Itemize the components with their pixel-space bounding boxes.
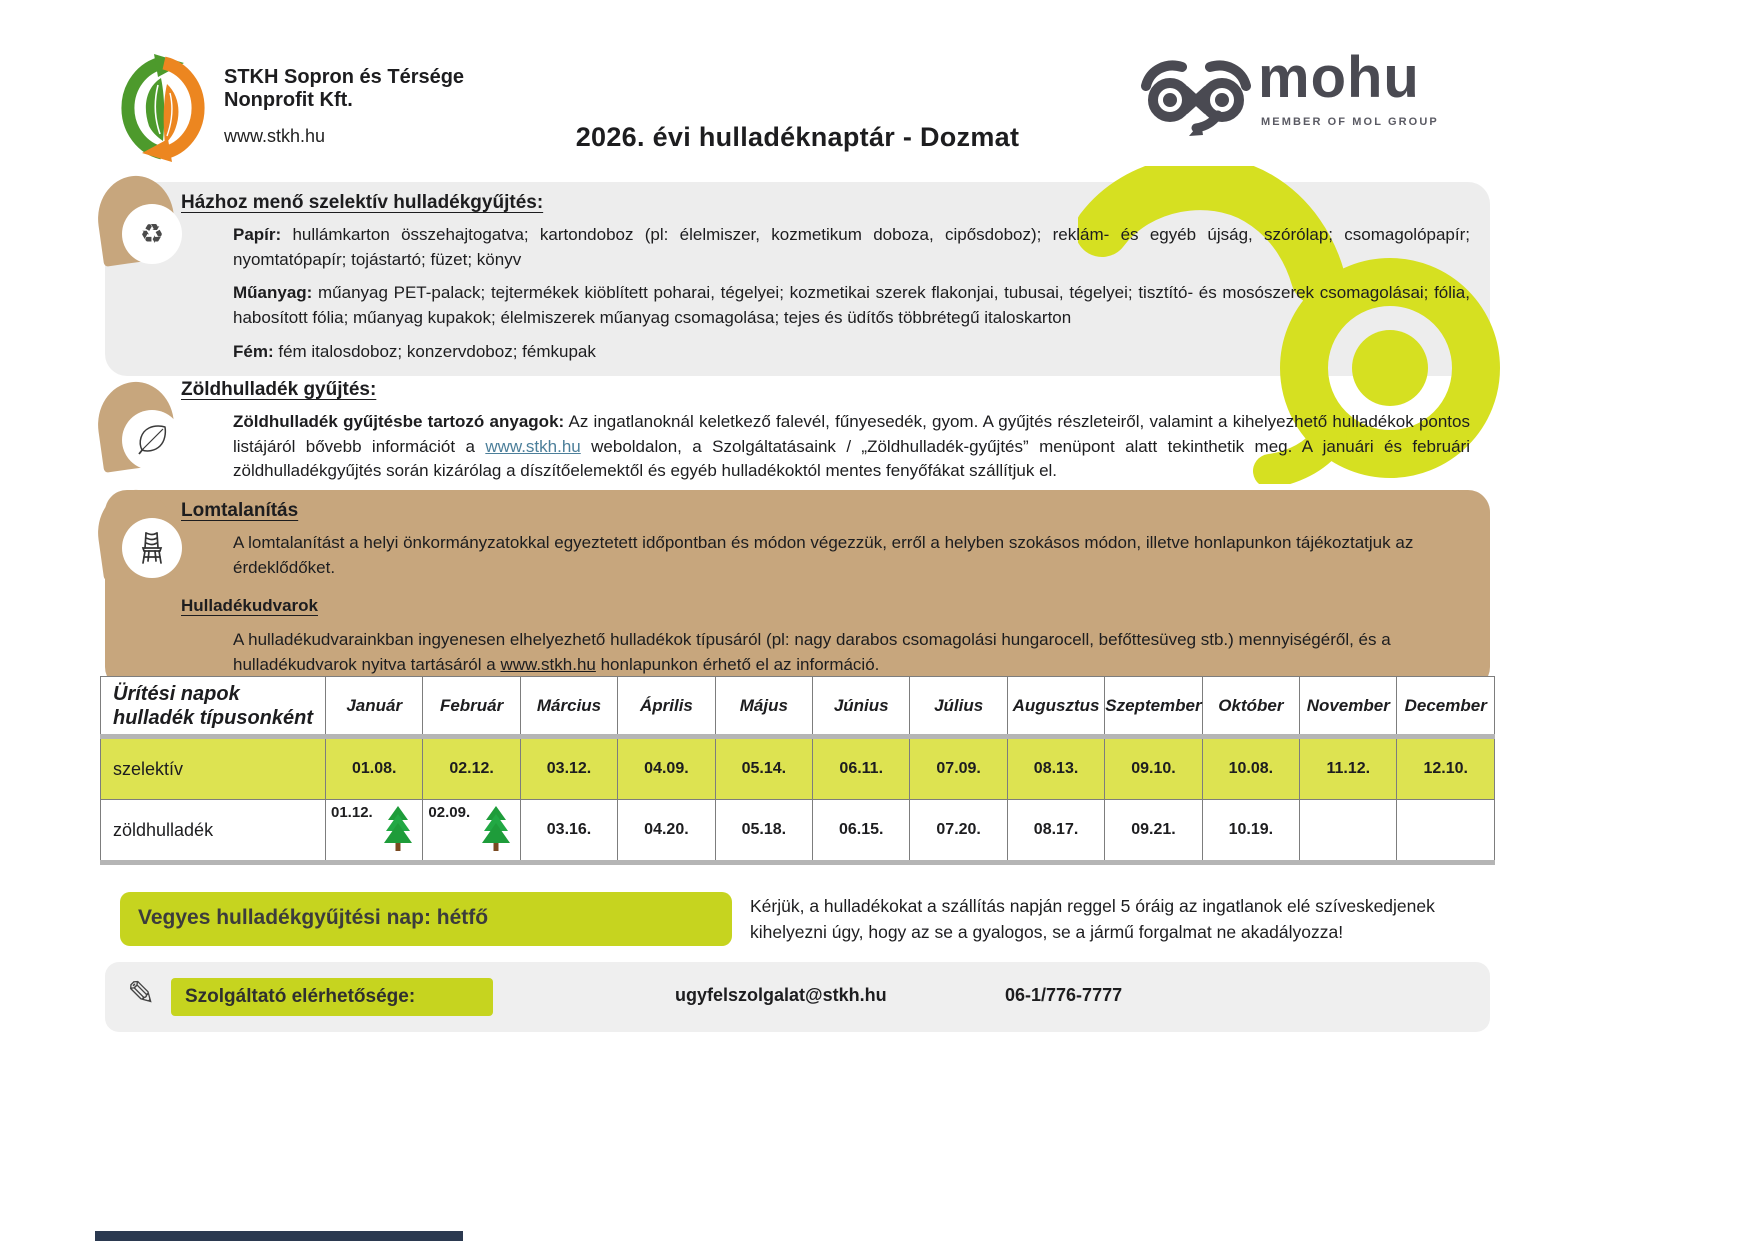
contact-bar [105,962,1490,1032]
collection-date: 11.12. [1326,760,1371,777]
stkh-name-line1: STKH Sopron és Térsége [224,66,465,88]
metal-description: Fém: fém italosdoboz; konzervdoboz; fémkupak [233,341,596,361]
contact-phone: 06-1/776-7777 [1005,985,1123,1005]
schedule-table [100,676,1495,865]
schedule-cell [1105,737,1202,800]
collection-date: 02.09. [428,804,471,821]
schedule-cell [326,800,423,863]
schedule-cell [910,800,1007,863]
row-label: zöldhulladék [101,800,326,863]
schedule-cell [1105,800,1202,863]
collection-date: 09.21. [1131,821,1176,838]
month-header: Február [423,677,520,737]
collection-date: 02.12. [449,760,494,777]
badge-circle [122,518,182,578]
mixed-waste-day-label: Vegyes hulladékgyűjtési nap: hétfő [138,906,489,929]
contact-label: Szolgáltató elérhetősége: [171,978,493,1016]
month-header: Október [1202,677,1299,737]
collection-date: 03.16. [546,821,592,838]
collection-date: 04.09. [644,760,689,777]
schedule-cell [813,800,910,863]
schedule-cell [715,737,812,800]
plastic-label: Műanyag: [233,283,313,303]
table-row [101,737,1495,800]
collection-date: 10.08. [1228,760,1274,777]
section-selective-collection [105,182,1490,376]
collection-date: 01.08. [351,760,397,777]
mohu-wordmark: mohu [1258,45,1420,110]
pencil-icon: ✎ [127,975,156,1013]
collection-date: 04.20. [644,821,689,838]
schedule-cell [715,800,812,863]
greenwaste-bold-label: Zöldhulladék gyűjtésbe tartozó anyagok: [233,412,565,431]
schedule-cell [326,737,423,800]
table-header-row [101,677,1495,737]
collection-date: 07.09. [936,760,981,777]
schedule-cell [520,800,617,863]
collection-date: 01.12. [331,804,373,821]
recycle-badge [98,176,190,272]
footer-bar [95,1231,463,1241]
collection-date: 08.13. [1033,760,1079,777]
collection-date: 09.10. [1131,760,1176,777]
greenwaste-heading: Zöldhulladék gyűjtés: [181,379,377,400]
table-body [101,737,1495,863]
chair-icon [137,531,167,565]
stkh-inline-link[interactable]: www.stkh.hu [485,436,581,456]
collection-date: 07.20. [936,821,981,838]
plastic-description: Műanyag: műanyag PET-palack; tejtermékek kiöblített poharai, tégelyei; kozmetikai szerek flakonjai, tubusai, tégelyei; tisztító- és mosószerek csomagolásai; fólia, habosított fólia; műanyag kupakok; élelmiszerek műanyag csomagolása; tejes és üdítős többrétegű italoskarton [233,283,1470,327]
stkh-website-link[interactable]: www.stkh.hu [224,126,326,146]
table-title: Ürítési napok hulladék típusonként [101,677,326,737]
month-header: November [1300,677,1397,737]
mohu-owl-icon [1140,58,1252,140]
badge-circle [122,410,182,470]
pine-tree-icon [383,804,413,857]
schedule-cell [1007,800,1104,863]
schedule-cell [1397,737,1495,800]
metal-label: Fém: [233,341,274,361]
month-header: Június [813,677,910,737]
collection-date: 10.19. [1228,821,1274,838]
recycle-icon: ♻ [139,218,165,249]
greenwaste-description: Zöldhulladék gyűjtésbe tartozó anyagok: Az ingatlanoknál keletkező falevél, fűnyesedék, gyom. A gyűjtés részleteiről, valamint a kihelyezhető hulladékok pontos listájáról bővebb információt a www.stkh.hu weboldalon, a Szolgáltatásaink / „Zöldhulladék-gyűjtés” menüpont alatt tekinthetik meg. A januári és februári zöldhulladékgyűjtés során kizárólag a díszítőelemektől és egyéb hulladékoktól mentes fenyőfákat szállítjuk el. [233,412,1470,481]
month-header: Május [715,677,812,737]
paper-description: Papír: hullámkarton összehajtogatva; kartondoboz (pl: élelmiszer, kozmetikum doboza, cipősdoboz); reklám- és egyéb újság, szórólap; csomagolópapír; nyomtatópapír; tojástartó; füzet; könyv [233,225,1470,269]
page-title: 2026. évi hulladéknaptár - Dozmat [575,122,1020,152]
stkh-name-line2: Nonprofit Kft. [224,89,353,111]
schedule-cell [1300,737,1397,800]
bulky-description: A lomtalanítást a helyi önkormányzatokkal egyeztetett időpontban és módon végezzük, erről a helyben szokásos módon, illetve honlapunkon tájékoztatjuk az érdeklődőket. [233,533,1414,577]
schedule-cell [1202,800,1299,863]
schedule-cell [910,737,1007,800]
badge-circle [122,204,182,264]
collection-date: 05.14. [741,760,787,777]
schedule-cell [618,800,715,863]
leaf-icon [135,423,169,457]
chair-badge [98,490,190,586]
mixed-waste-day-box [120,892,732,946]
collection-date: 06.11. [839,760,884,777]
schedule-cell [1397,800,1495,863]
selective-heading: Házhoz menő szelektív hulladékgyűjtés: [181,192,544,213]
collection-date: 06.15. [838,821,884,838]
pine-tree-icon [481,804,511,857]
collection-date: 08.17. [1033,821,1079,838]
schedule-cell [423,737,520,800]
schedule-cell [520,737,617,800]
section-green-waste [105,373,1490,496]
schedule-cell [1300,800,1397,863]
leaf-badge [98,382,190,478]
yards-heading: Hulladékudvarok [181,596,318,616]
month-header: Július [910,677,1007,737]
collection-date: 12.10. [1423,760,1468,777]
collection-date: 03.12. [546,760,592,777]
month-header: Szeptember [1105,677,1202,737]
contact-email: ugyfelszolgalat@stkh.hu [675,985,887,1005]
month-header: Január [326,677,423,737]
month-header: Augusztus [1007,677,1104,737]
mohu-tagline: MEMBER OF MOL GROUP [1261,116,1439,128]
schedule-cell [618,737,715,800]
schedule-cell [1007,737,1104,800]
bulky-heading: Lomtalanítás [181,500,299,521]
schedule-cell [813,737,910,800]
row-label: szelektív [101,737,326,800]
paper-label: Papír: [233,225,282,244]
schedule-cell [1202,737,1299,800]
schedule-cell [423,800,520,863]
month-header: December [1397,677,1495,737]
yards-description: A hulladékudvarainkban ingyenesen elhelyezhető hulladékok típusáról (pl: nagy darabos csomagolási hungarocell, befőttesüveg stb.) mennyiségéről, és a hulladékudvarok nyitva tartásáról a www.stkh.hu honlapunkon érhető el az információ. [233,629,1391,674]
placement-notice: Kérjük, a hulladékokat a szállítás napján reggel 5 óráig az ingatlanok elé szíveskedjenek kihelyezni úgy, hogy az se a gyalogos, se a jármű forgalmat ne akadályozza! [750,896,1435,943]
collection-date: 05.18. [741,821,787,838]
stkh-inline-link-dark[interactable]: www.stkh.hu [500,654,596,674]
month-header: Április [618,677,715,737]
section-bulky-and-yards [105,490,1490,689]
table-row [101,800,1495,863]
month-header: Március [520,677,617,737]
